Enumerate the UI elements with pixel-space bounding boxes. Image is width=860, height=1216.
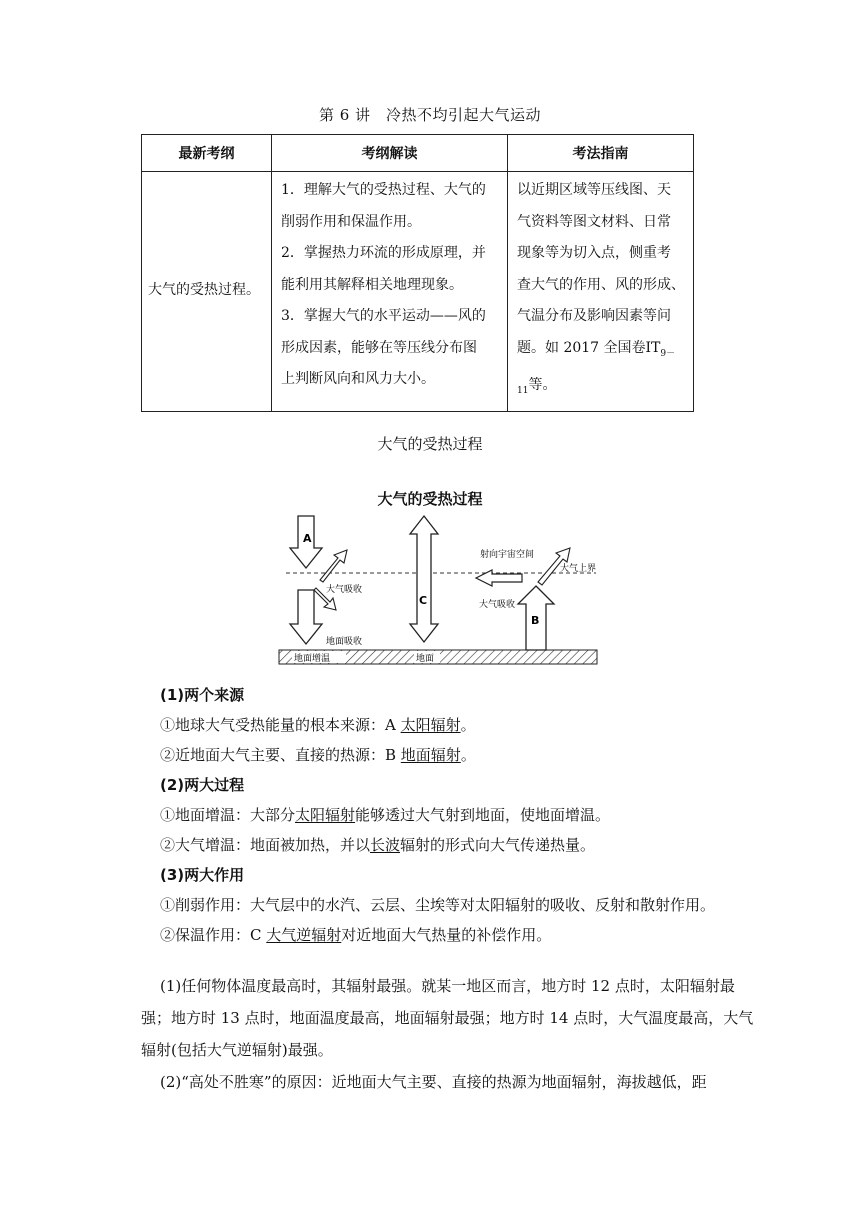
table-row xyxy=(142,172,694,412)
point-text: 能够透过大气射到地面，使地面增温。 xyxy=(355,806,611,824)
point-text: ②大气增温：地面被加热，并以 xyxy=(160,836,371,854)
cell-line: 以近期区域等压线图、天 xyxy=(517,182,671,198)
notes-paragraphs xyxy=(141,970,754,1098)
exam-outline-table xyxy=(141,134,694,412)
table-header: 考纲解读 xyxy=(272,135,508,172)
cell-line: 能利用其解释相关地理现象。 xyxy=(281,276,463,293)
subheading-effects: (3)两大作用 xyxy=(160,866,245,884)
subheading-processes: (2)两大过程 xyxy=(160,776,245,794)
label-atm-top: 大气上界 xyxy=(560,564,597,574)
point-text: 。 xyxy=(460,746,476,764)
answer-underlined: 太阳辐射 xyxy=(295,806,356,824)
cell-line: 削弱作用和保温作用。 xyxy=(281,213,421,230)
answer-underlined: 大气逆辐射 xyxy=(266,926,342,944)
label-atm-absorb-left: 大气吸收 xyxy=(326,585,363,595)
table-cell-outline: 大气的受热过程。 xyxy=(142,172,272,412)
point-text: 对近地面大气热量的补偿作用。 xyxy=(341,926,552,944)
answer-underlined: 地面辐射 xyxy=(400,746,461,764)
cell-text: 题。如 2017 全国卷ⅠT xyxy=(517,339,661,356)
point-text: 。 xyxy=(460,716,476,734)
point-line xyxy=(160,920,740,950)
reflect-arrow-icon xyxy=(320,550,347,582)
point-text: ②近地面大气主要、直接的热源：B xyxy=(160,746,401,764)
point-text: ②保温作用：C xyxy=(160,926,267,944)
cell-line: 形成因素，能够在等压线分布图 xyxy=(281,339,477,356)
point-line xyxy=(160,710,740,740)
cell-text: 等。 xyxy=(528,376,557,393)
point-line: ①削弱作用：大气层中的水汽、云层、尘埃等对太阳辐射的吸收、反射和散射作用。 xyxy=(160,896,716,914)
heating-process-diagram xyxy=(276,512,600,670)
arrow-c-counter-radiation xyxy=(410,516,438,642)
point-line xyxy=(160,740,740,770)
lesson-title: 第 6 讲 冷热不均引起大气运动 xyxy=(318,106,542,124)
table-cell-interpretation xyxy=(272,172,508,412)
answer-underlined: 太阳辐射 xyxy=(400,716,461,734)
subscript: － xyxy=(666,348,676,359)
point-line xyxy=(160,830,740,860)
key-points xyxy=(160,680,740,950)
cell-line xyxy=(517,333,685,370)
point-text: 辐射的形式向大气传递热量。 xyxy=(400,836,596,854)
table-header: 最新考纲 xyxy=(142,135,272,172)
point-line xyxy=(160,800,740,830)
point-text: ①地面增温：大部分 xyxy=(160,806,296,824)
label-c: C xyxy=(419,594,428,607)
cell-line: 气资料等图文材料、日常 xyxy=(517,213,671,230)
figure-title: 大气的受热过程 xyxy=(377,490,483,508)
note-line: 强；地方时 13 点时，地面温度最高，地面辐射最强；地方时 14 点时，大气温度最高，大气 xyxy=(141,1009,754,1027)
point-text: ①地球大气受热能量的根本来源：A xyxy=(160,716,401,734)
note-line: (1)任何物体温度最高时，其辐射最强。就某一地区而言，地方时 12 点时，太阳辐射最 xyxy=(160,977,735,995)
cell-line: 上判断风向和风力大小。 xyxy=(281,371,435,387)
section-heading: 大气的受热过程 xyxy=(377,435,483,453)
label-ground-warm: 地面增温 xyxy=(294,654,331,664)
answer-underlined: 长波 xyxy=(370,836,401,854)
arrow-a-ground xyxy=(290,590,322,644)
table-header: 考法指南 xyxy=(508,135,694,172)
cell-line: 2．掌握热力环流的形成原理，并 xyxy=(281,245,486,261)
cell-line: 查大气的作用、风的形成、 xyxy=(517,276,685,293)
label-a: A xyxy=(303,532,312,545)
cell-line: 现象等为切入点，侧重考 xyxy=(517,245,671,261)
table-cell-guide xyxy=(508,172,694,412)
subscript: 9 xyxy=(660,348,667,359)
cell-line: 3．掌握大气的水平运动——风的 xyxy=(281,308,486,324)
table-header-row xyxy=(142,135,694,172)
atm-absorb-left-arrow-icon xyxy=(476,570,522,586)
subheading-sources: (1)两个来源 xyxy=(160,686,245,704)
note-line: (2)“高处不胜寒”的原因：近地面大气主要、直接的热源为地面辐射，海拔越低，距 xyxy=(160,1073,707,1091)
label-ground-absorb: 地面吸收 xyxy=(326,637,363,647)
label-ground: 地面 xyxy=(416,654,435,664)
cell-line: 1．理解大气的受热过程、大气的 xyxy=(281,182,486,198)
note-line: 辐射(包括大气逆辐射)最强。 xyxy=(141,1041,333,1059)
cell-line xyxy=(517,370,685,407)
subscript: 11 xyxy=(517,385,529,396)
label-atm-absorb-right: 大气吸收 xyxy=(479,600,516,610)
label-space: 射向宇宙空间 xyxy=(480,550,535,560)
label-b: B xyxy=(531,614,540,627)
cell-line: 气温分布及影响因素等问 xyxy=(517,308,671,324)
